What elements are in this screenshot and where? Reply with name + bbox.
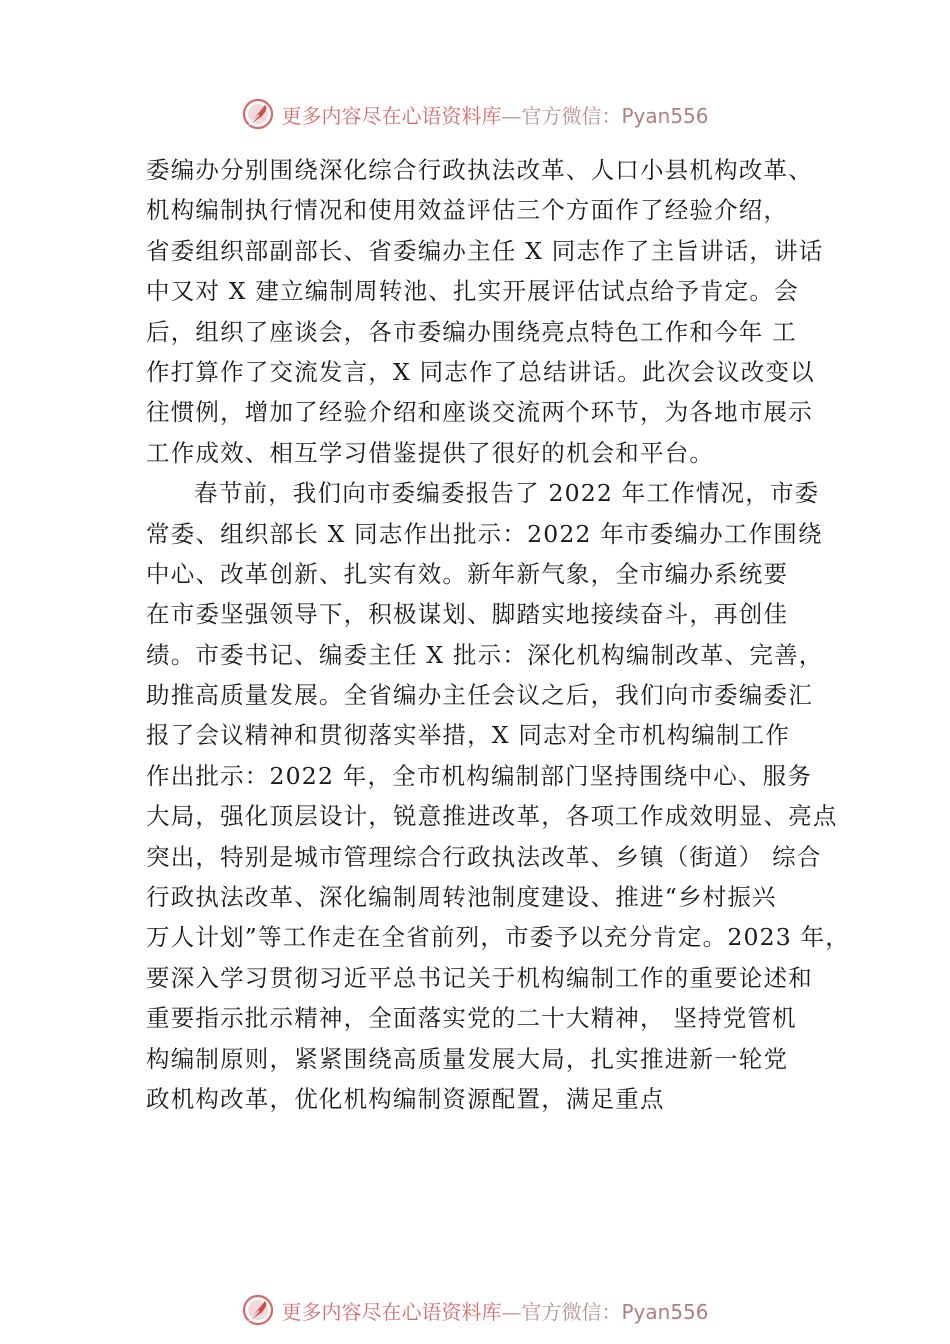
- text-line: 在市委坚强领导下，积极谋划、脚踏实地接续奋斗，再创佳: [146, 600, 789, 629]
- header-banner-text: [281, 100, 708, 129]
- header-banner: [0, 94, 950, 134]
- text-line: 助推高质量发展。全省编办主任会议之后，我们向市委编委汇: [146, 681, 813, 710]
- feather-pen-logo-icon: [241, 97, 275, 131]
- text-line: 重要指示批示精神，全面落实党的二十大精神， 坚持党管机: [146, 1004, 797, 1033]
- header-dash: —: [501, 103, 522, 128]
- text-line: 中又对 X 建立编制周转池、扎实开展评估试点给予肯定。会: [146, 277, 799, 306]
- text-line: 要深入学习贯彻习近平总书记关于机构编制工作的重要论述和: [146, 963, 813, 992]
- text-line: 作打算作了交流发言，X 同志作了总结讲话。此次会议改变以: [146, 357, 815, 386]
- text-line: 常委、组织部长 X 同志作出批示：2022 年市委编办工作围绕: [146, 519, 823, 548]
- text-line: 省委组织部副部长、省委编办主任 X 同志作了主旨讲话，讲话: [146, 236, 824, 265]
- text-line: 大局，强化顶层设计，锐意推进改革，各项工作成效明显、亮点: [146, 802, 838, 831]
- text-line: 突出，特别是城市管理综合行政执法改革、乡镇（街道） 综合: [146, 842, 822, 871]
- feather-pen-logo-icon: [241, 1293, 275, 1327]
- text-line: 构编制原则，紧紧围绕高质量发展大局，扎实推进新一轮党: [146, 1044, 789, 1073]
- text-line: 政机构改革，优化机构编制资源配置，满足重点: [146, 1084, 665, 1113]
- paragraph-start-line: 春节前，我们向市委编委报告了 2022 年工作情况，市委: [194, 479, 820, 508]
- text-line: 万人计划”等工作走在全省前列，市委予以充分肯定。2023 年，: [146, 923, 850, 952]
- footer-label: 官方微信：: [521, 1299, 622, 1324]
- footer-wechat-id: Pyan556: [621, 1299, 709, 1324]
- footer-main-text: 更多内容尽在心语资料库: [281, 1299, 502, 1324]
- document-body: [146, 150, 850, 1119]
- text-line: 往惯例，增加了经验介绍和座谈交流两个环节，为各地市展示: [146, 398, 813, 427]
- footer-banner: [0, 1290, 950, 1330]
- text-line: 机构编制执行情况和使用效益评估三个方面作了经验介绍，: [146, 196, 789, 225]
- text-line: 委编办分别围绕深化综合行政执法改革、人口小县机构改革、: [146, 156, 813, 184]
- text-line: 中心、改革创新、扎实有效。新年新气象，全市编办系统要: [146, 559, 789, 588]
- text-line: 工作成效、相互学习借鉴提供了很好的机会和平台。: [146, 438, 715, 467]
- text-line: 后，组织了座谈会，各市委编办围绕亮点特色工作和今年 工: [146, 317, 797, 346]
- text-line: 作出批示：2022 年，全市机构编制部门坚持围绕中心、服务: [146, 761, 813, 790]
- footer-banner-text: [281, 1296, 708, 1325]
- text-line: 报了会议精神和贯彻落实举措，X 同志对全市机构编制工作: [146, 721, 791, 750]
- text-line: 行政执法改革、深化编制周转池制度建设、推进“乡村振兴: [146, 883, 777, 912]
- header-wechat-id: Pyan556: [621, 103, 709, 128]
- text-line: 绩。市委书记、编委主任 X 批示：深化机构编制改革、完善，: [146, 640, 824, 669]
- footer-dash: —: [501, 1299, 522, 1324]
- header-main-text: 更多内容尽在心语资料库: [281, 103, 502, 128]
- header-label: 官方微信：: [521, 103, 622, 128]
